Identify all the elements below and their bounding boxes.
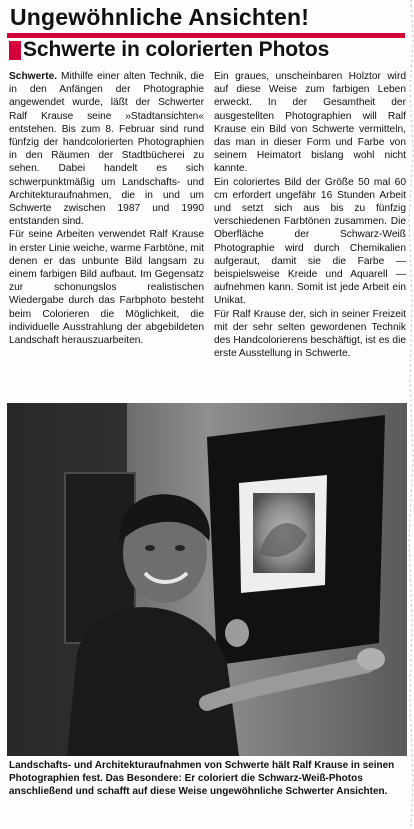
headline [9,38,409,64]
paragraph-text: Mithilfe einer alten Technik, die in den Anfängen der Photographie angewendet wurde, läßt der Schwerter Ralf Krause seine »Stadtansichten« entstehen. Bis zum 8. Februar sind rund fünfzig der handcolorierten Photographien in den Räumen der Stadtbücherei zu sehen. Dabei handelt es sich schwerpunktmäßig um Landschafts- und Architekturaufnahmen, die in und um Schwerte zwischen 1987 und 1990 entstanden sind. [9,71,204,228]
article-column-right [214,70,406,360]
headline-title: Schwerte in colorierten Photos [23,38,330,61]
article-paragraph: Für Ralf Krause der, sich in seiner Freizeit mit der sehr selten gewordenen Technik des Handcolorierens beschäftigt, ist es die erste Ausstellung in Schwerte. [214,308,406,360]
article-paragraph: Ein graues, unscheinbaren Holztor wird auf diese Weise zum farbigen Leben erweckt. In der Gesamtheit der ausgestellten Photographien will Ralf Krause ein Bild von Schwerte vermitteln, das man in dieser Form und Farbe von seinem Heimatort bislang wohl nicht kannte. [214,71,406,175]
torn-edge [408,0,414,829]
article-paragraph: Ein coloriertes Bild der Größe 50 mal 60 cm erfordert ungefähr 16 Stunden Arbeit und setzt sich aus bis zu fünfzig verschiedenen Farbtönen zusammen. Die Oberfläche der Schwarz-Weiß Photographie wird durch Chemikalien aufgeraut, damit sie die Farbe — beispielsweise Kreide und Aquarell — aufnehmen kann. Somit ist jede Arbeit ein Unikat. [214,176,406,307]
article-paragraph: Für seine Arbeiten verwendet Ralf Krause in erster Linie weiche, warme Farbtöne, mit denen er das unbunte Bild langsam zu einem farbigen Bild aufbaut. Im Gegensatz zur schonungslos realistischen Wiedergabe durch das Farbphoto besteht beim Colorieren die Möglichkeit, die individuelle Ausstrahlung der abgebildeten Landschaft herauszuarbeiten. [9,229,204,347]
article-photo [7,403,407,756]
dateline: Schwerte. [9,71,58,82]
article-paragraph [9,70,204,228]
kicker-title: Ungewöhnliche Ansichten! [10,4,310,30]
kicker [7,4,405,32]
photo-illustration [7,403,407,756]
photo-caption: Landschafts- und Architekturaufnahmen von Schwerte hält Ralf Krause in seinen Photographien fest. Das Besondere: Er coloriert die Schwarz-Weiß-Photos anschließend und schafft auf diese Weise ungewöhnliche Schwerter Ansichten. [9,760,395,798]
headline-marker [9,41,21,60]
article-column-left [9,70,204,347]
